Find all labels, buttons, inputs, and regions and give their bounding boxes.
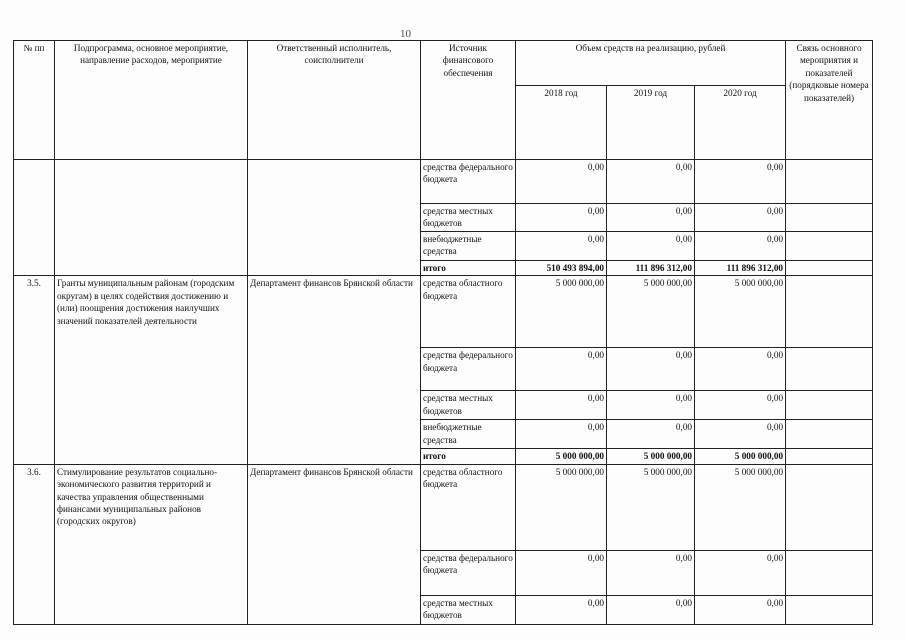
funding-source: итого <box>421 449 516 464</box>
amount-2020: 0,00 <box>695 348 786 391</box>
indicator-link <box>786 420 873 449</box>
table-row <box>14 160 873 204</box>
header-name: Подпрограмма, основное мероприятие, направление расходов, мероприятие <box>55 41 248 160</box>
funding-source: средства областного бюджета <box>421 464 516 550</box>
amount-2020: 5 000 000,00 <box>695 464 786 550</box>
amount-2019: 111 896 312,00 <box>607 261 695 276</box>
indicator-link <box>786 261 873 276</box>
table-header <box>14 41 873 160</box>
amount-2018: 5 000 000,00 <box>516 276 607 348</box>
amount-2018: 0,00 <box>516 420 607 449</box>
amount-2019: 0,00 <box>607 550 695 595</box>
header-link: Связь основного мероприятия и показателей (порядковые номера показателей) <box>786 41 873 160</box>
table-row <box>14 464 873 550</box>
amount-2020: 0,00 <box>695 160 786 204</box>
header-year-2018: 2018 год <box>516 86 607 160</box>
indicator-link <box>786 449 873 464</box>
indicator-link <box>786 391 873 420</box>
amount-2019: 0,00 <box>607 391 695 420</box>
amount-2019: 0,00 <box>607 232 695 261</box>
header-num: № пп <box>14 41 55 160</box>
amount-2020: 0,00 <box>695 550 786 595</box>
amount-2019: 0,00 <box>607 595 695 624</box>
amount-2018: 0,00 <box>516 232 607 261</box>
header-year-2019: 2019 год <box>607 86 695 160</box>
amount-2020: 5 000 000,00 <box>695 449 786 464</box>
funding-source: средства федерального бюджета <box>421 348 516 391</box>
amount-2020: 0,00 <box>695 204 786 232</box>
amount-2018: 510 493 894,00 <box>516 261 607 276</box>
amount-2018: 5 000 000,00 <box>516 449 607 464</box>
row-index: 3.6. <box>14 464 55 624</box>
funding-source: средства областного бюджета <box>421 276 516 348</box>
executor: Департамент финансов Брянской области <box>248 276 421 464</box>
funding-source: итого <box>421 261 516 276</box>
header-executor: Ответственный исполнитель, соисполнители <box>248 41 421 160</box>
measure-name <box>55 160 248 276</box>
amount-2020: 0,00 <box>695 232 786 261</box>
amount-2018: 5 000 000,00 <box>516 464 607 550</box>
amount-2018: 0,00 <box>516 391 607 420</box>
funding-source: внебюджетные средства <box>421 232 516 261</box>
amount-2019: 0,00 <box>607 204 695 232</box>
indicator-link <box>786 464 873 550</box>
amount-2020: 5 000 000,00 <box>695 276 786 348</box>
page-number: 10 <box>400 28 411 40</box>
funding-source: средства федерального бюджета <box>421 160 516 204</box>
amount-2018: 0,00 <box>516 550 607 595</box>
amount-2019: 5 000 000,00 <box>607 276 695 348</box>
indicator-link <box>786 550 873 595</box>
amount-2019: 5 000 000,00 <box>607 464 695 550</box>
amount-2019: 0,00 <box>607 348 695 391</box>
indicator-link <box>786 204 873 232</box>
amount-2019: 5 000 000,00 <box>607 449 695 464</box>
funding-source: внебюджетные средства <box>421 420 516 449</box>
row-index <box>14 160 55 276</box>
table-row <box>14 276 873 348</box>
funding-source: средства федерального бюджета <box>421 550 516 595</box>
funding-source: средства местных бюджетов <box>421 391 516 420</box>
indicator-link <box>786 160 873 204</box>
table-body <box>14 160 873 625</box>
header-source: Источник финансового обеспечения <box>421 41 516 160</box>
funding-table <box>13 40 873 625</box>
funding-source: средства местных бюджетов <box>421 595 516 624</box>
amount-2019: 0,00 <box>607 160 695 204</box>
executor: Департамент финансов Брянской области <box>248 464 421 624</box>
indicator-link <box>786 348 873 391</box>
header-volume: Объем средств на реализацию, рублей <box>516 41 786 86</box>
amount-2019: 0,00 <box>607 420 695 449</box>
amount-2020: 111 896 312,00 <box>695 261 786 276</box>
amount-2018: 0,00 <box>516 204 607 232</box>
amount-2018: 0,00 <box>516 160 607 204</box>
measure-name: Гранты муниципальным районам (городским округам) в целях содействия достижению и (или) поощрения достижения наилучших значений показателей деятельности <box>55 276 248 464</box>
executor <box>248 160 421 276</box>
indicator-link <box>786 232 873 261</box>
indicator-link <box>786 276 873 348</box>
amount-2018: 0,00 <box>516 348 607 391</box>
amount-2020: 0,00 <box>695 391 786 420</box>
row-index: 3.5. <box>14 276 55 464</box>
header-year-2020: 2020 год <box>695 86 786 160</box>
amount-2020: 0,00 <box>695 595 786 624</box>
measure-name: Стимулирование результатов социально-экономического развития территорий и качества управления общественными финансами муниципальных районов (городских округов) <box>55 464 248 624</box>
amount-2020: 0,00 <box>695 420 786 449</box>
funding-source: средства местных бюджетов <box>421 204 516 232</box>
amount-2018: 0,00 <box>516 595 607 624</box>
indicator-link <box>786 595 873 624</box>
